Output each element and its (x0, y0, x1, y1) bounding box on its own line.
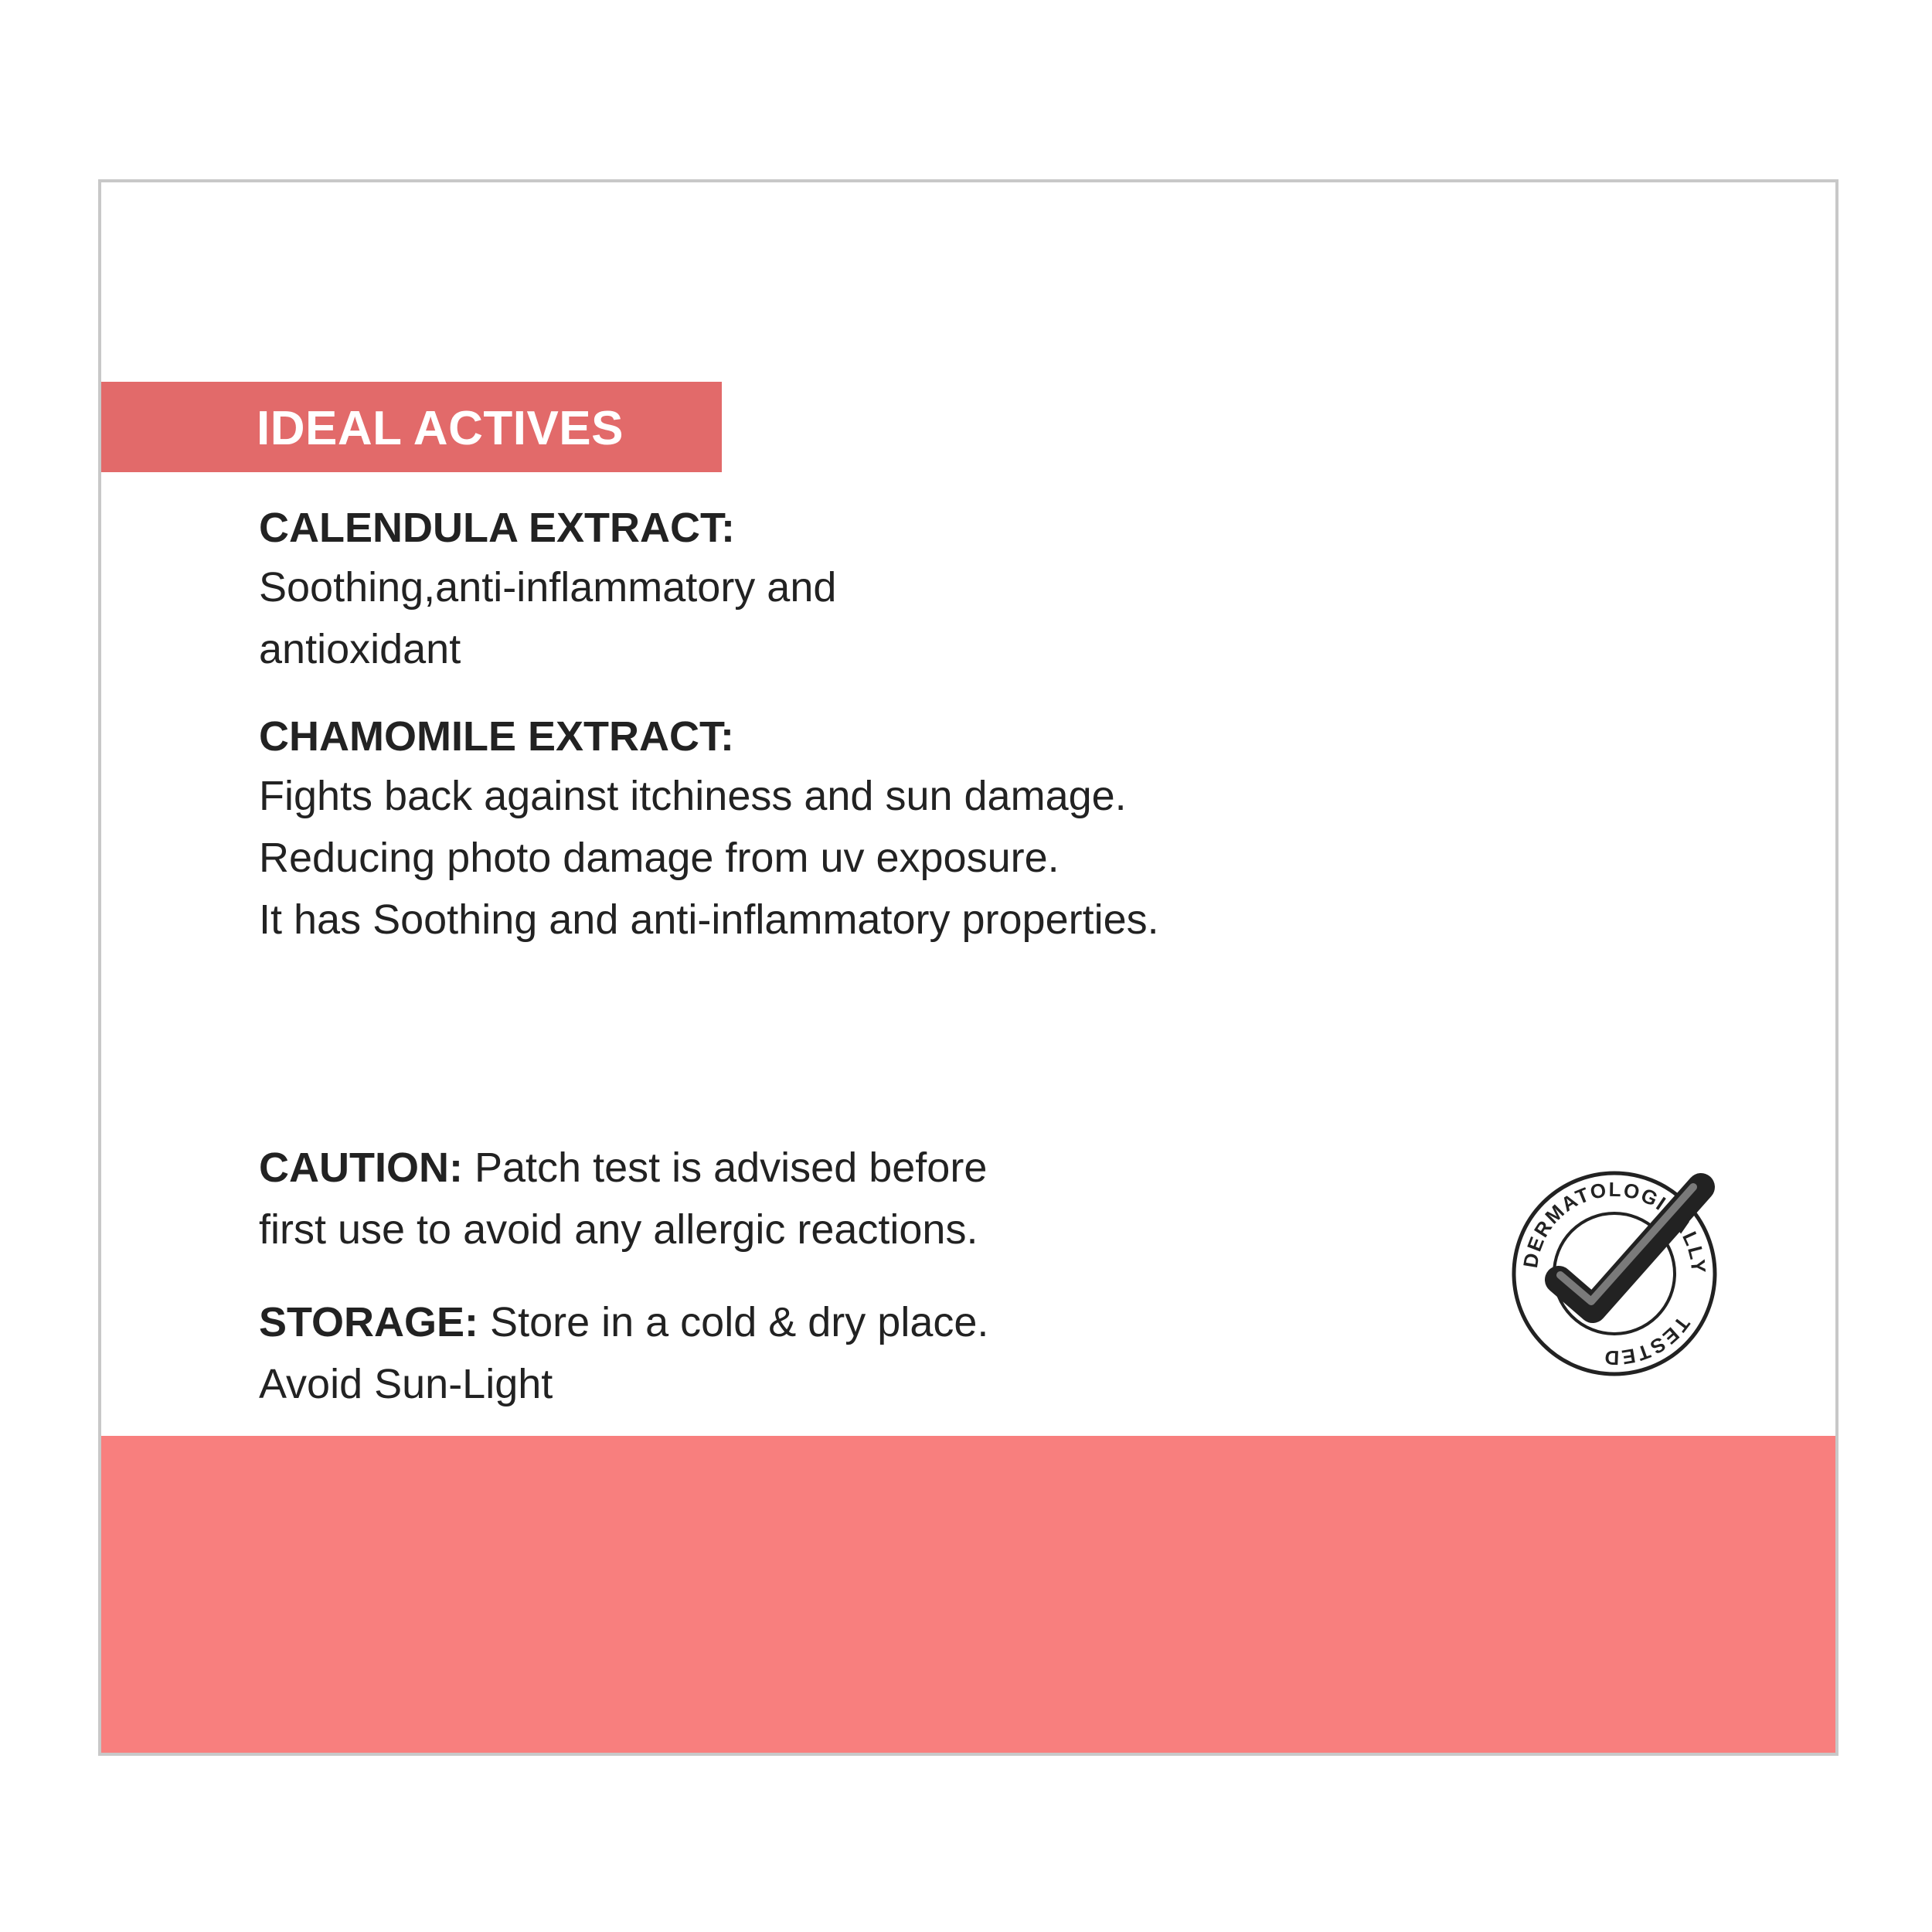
caution-line-1 (259, 1137, 987, 1199)
active-heading: CHAMOMILE EXTRACT: (259, 713, 734, 760)
storage-label: STORAGE: (259, 1299, 479, 1345)
product-info-card (98, 179, 1838, 1756)
caution-section (259, 1137, 987, 1260)
active-chamomile (259, 708, 1159, 951)
storage-section (259, 1291, 988, 1415)
caution-text: Patch test is advised before (474, 1145, 988, 1191)
active-heading: CALENDULA EXTRACT: (259, 505, 735, 551)
active-description-line: Reducing photo damage from uv exposure. (259, 835, 1060, 881)
caution-label: CAUTION: (259, 1145, 463, 1191)
active-calendula (259, 499, 836, 680)
active-description-line: antioxidant (259, 626, 461, 672)
active-description-line: Soothing,anti-inflammatory and (259, 564, 837, 611)
storage-text: Store in a cold & dry place. (490, 1299, 989, 1345)
section-banner (101, 382, 722, 472)
caution-line-2: first use to avoid any allergic reactions. (259, 1206, 978, 1253)
dermatologically-tested-seal (1498, 1158, 1730, 1389)
storage-line-1 (259, 1291, 988, 1353)
active-description-line: Fights back against itchiness and sun damage. (259, 773, 1127, 819)
footer-color-band (101, 1436, 1835, 1753)
storage-line-2: Avoid Sun-Light (259, 1361, 553, 1407)
seal-side-text: TESTED (1602, 1312, 1695, 1370)
banner-title: IDEAL ACTIVES (257, 402, 624, 455)
active-description-line: It has Soothing and anti-inflammatory properties. (259, 896, 1159, 943)
seal-top-text: DERMATOLOGICALLY (1518, 1177, 1711, 1276)
